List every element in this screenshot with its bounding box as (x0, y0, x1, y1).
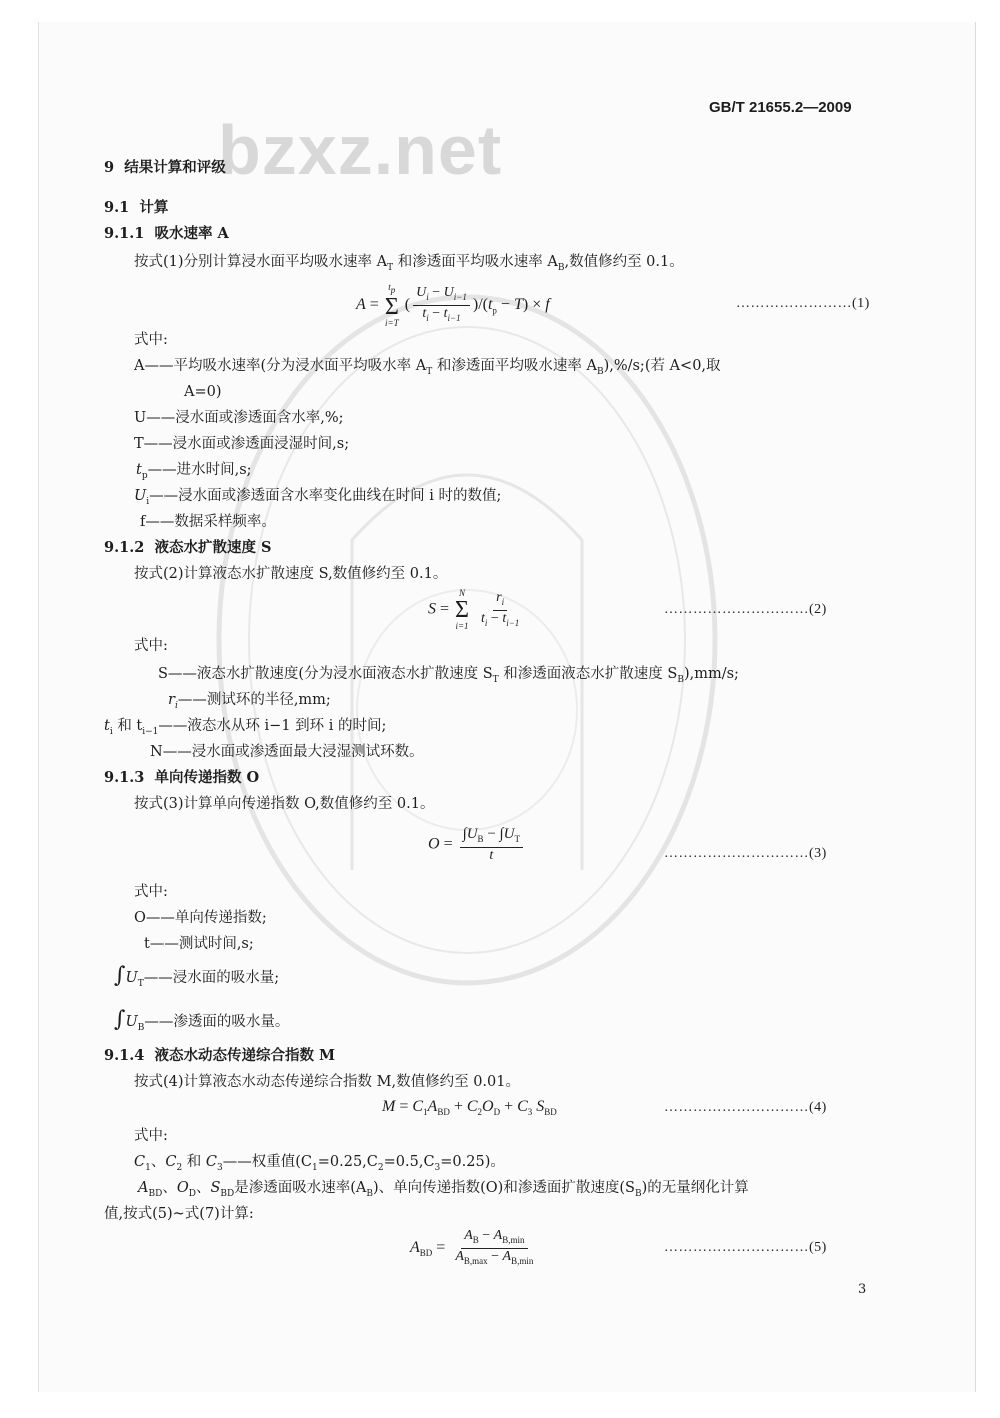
section-9-1-heading: 9.1 计算 (104, 199, 169, 216)
paragraph-9-1-3: 按式(3)计算单向传递指数 O,数值修约至 0.1。 (134, 796, 435, 812)
def-ui: $U_i——$浸水面或渗透面含水率变化曲线在时间 i 时的数值; (134, 488, 502, 507)
def-o: O——单向传递指数; (134, 910, 267, 926)
section-9-heading: 9 结果计算和评级 (104, 159, 226, 176)
equation-2: S = N Σ i=1 $\frac{r_i}{t_i - t_{i-1}}$ (428, 588, 520, 631)
paragraph-9-1-1: 按式(1)分别计算浸水面平均吸水速率 $A_T$ 和渗透面平均吸水速率 $A_B$,数值修约至 0.1。 (134, 254, 684, 273)
where-label-2: 式中: (134, 638, 168, 654)
equation-5: $A_{BD}$ = $\frac{A_B - A_{B,min}}{A_{B,max} - A_{B,min}}$ (410, 1228, 534, 1266)
section-9-1-1-heading: 9.1.1 吸水速率 A (104, 225, 229, 242)
def-a: A——平均吸水速率(分为浸水面平均吸水率 $A_T$ 和渗透面平均吸水速率 $A_B),\%/s$;(若 A<0,取 (134, 358, 721, 377)
def-ti: $t_i$ 和 $t_{i-1}——$液态水从环 i−1 到环 i 的时间; (104, 718, 387, 737)
equation-1-number: ……………………(1) (736, 296, 870, 311)
def-ut: $\int U_T——$浸水面的吸水量; (114, 963, 280, 989)
standard-number: GB/T 21655.2—2009 (709, 99, 852, 116)
equation-5-number: …………………………(5) (664, 1240, 827, 1255)
equation-4-number: …………………………(4) (664, 1100, 827, 1115)
where-label-4: 式中: (134, 1128, 168, 1144)
where-label: 式中: (134, 332, 168, 348)
def-f: f——数据采样频率。 (140, 514, 276, 530)
section-9-1-2-heading: 9.1.2 液态水扩散速度 S (104, 539, 272, 556)
def-u: U——浸水面或渗透面含水率,%; (134, 410, 344, 426)
def-a-cont: A=0) (184, 384, 222, 400)
def-s: S——液态水扩散速度(分为浸水面液态水扩散速度 $S_T$ 和渗透面液态水扩散速度 $S_B),mm/s$; (158, 666, 739, 685)
paragraph-dimensionless-cont: 值,按式(5)~式(7)计算: (104, 1206, 254, 1222)
def-weights: $C_1$、$C_2$ 和 $C_3——$权重值$(C_1=0.25,C_2=0.5,C_3=0.25)$。 (134, 1154, 505, 1173)
paragraph-9-1-4: 按式(4)计算液态水动态传递综合指数 M,数值修约至 0.01。 (134, 1074, 520, 1090)
watermark-text: bzxz.net (218, 111, 503, 189)
where-label-3: 式中: (134, 884, 168, 900)
def-t: T——浸水面或渗透面浸湿时间,s; (134, 436, 350, 452)
def-n: N——浸水面或渗透面最大浸湿测试环数。 (150, 744, 424, 760)
equation-1: A = $t_p$ Σ i=T ( $\frac{U_i - U_{i-1}}{t_i - t_{i-1}}$ )$/(t_p - T) \times f$ (356, 282, 550, 328)
def-t-time: t——测试时间,s; (144, 936, 254, 952)
equation-4: $M = C_1A_{BD} + C_2O_D + C_3$ $S_{BD}$ (382, 1098, 557, 1118)
section-9-1-4-heading: 9.1.4 液态水动态传递综合指数 M (104, 1047, 336, 1064)
seal-watermark (212, 290, 722, 990)
paragraph-dimensionless: $A_{BD}$、$O_D$、$S_{BD}$是渗透面吸水速率$(A_B)$、单向传递指数(O)和渗透面扩散速度$(S_B)$的无量纲化计算 (138, 1180, 749, 1199)
def-tp: $t_p——$进水时间,s; (136, 462, 252, 481)
section-9-1-3-heading: 9.1.3 单向传递指数 O (104, 769, 260, 786)
def-r: $r_i——$测试环的半径,mm; (168, 692, 331, 711)
paragraph-9-1-2: 按式(2)计算液态水扩散速度 S,数值修约至 0.1。 (134, 566, 448, 582)
page-number: 3 (858, 1282, 867, 1297)
equation-3-number: …………………………(3) (664, 846, 827, 861)
equation-2-number: …………………………(2) (664, 602, 827, 617)
equation-3: O = $\frac{\int U_B - \int U_T}{t}$ (428, 826, 526, 864)
def-ub: $\int U_B——$渗透面的吸水量。 (114, 1007, 290, 1033)
